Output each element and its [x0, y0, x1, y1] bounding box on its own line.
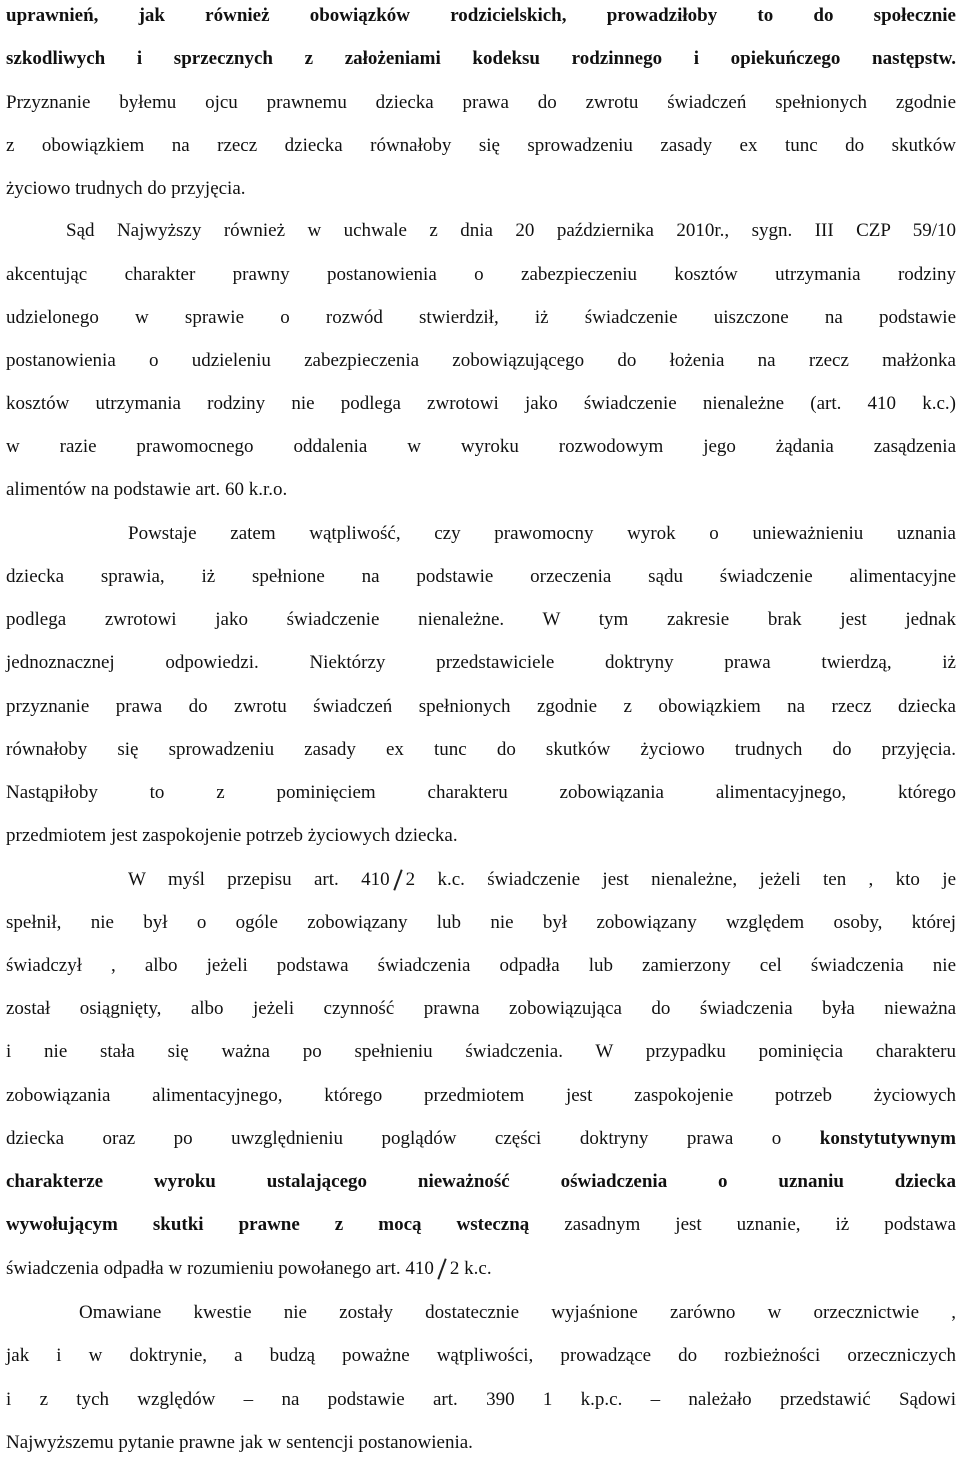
paragraph-4-line: [6, 912, 956, 934]
paragraph-4-line: [6, 1085, 956, 1107]
paragraph-5-line: [6, 1345, 956, 1367]
text-segment: w razie prawomocnego oddalenia w wyroku rozwodowym jego żądania zasądzenia: [6, 436, 956, 457]
paragraph-4-line: [6, 1041, 956, 1063]
text-segment: podlega zwrotowi jako świadczenie nienależne. W tym zakresie brak jest jednak: [6, 609, 956, 630]
paragraph-5-line: [6, 1389, 956, 1411]
section-sign-mark: [393, 869, 403, 889]
paragraph-2-line: [6, 479, 956, 501]
paragraph-1-line: [6, 178, 956, 200]
paragraph-2-line: [6, 393, 956, 415]
paragraph-3-line: [6, 739, 956, 761]
text-segment: kosztów utrzymania rodziny nie podlega zwrotowi jako świadczenie nienależne (art. 410 k.c.): [6, 393, 956, 414]
text-segment: udzielonego w sprawie o rozwód stwierdził, iż świadczenie uiszczone na podstawie: [6, 307, 956, 328]
text-segment: W myśl przepisu art. 410: [128, 869, 390, 890]
paragraph-5-line: [6, 1432, 956, 1454]
paragraph-2-line: [6, 350, 956, 372]
text-segment: świadczenia odpadła w rozumieniu powołanego art. 410: [6, 1258, 434, 1279]
paragraph-5-line: [6, 1302, 956, 1324]
paragraph-2-line: [6, 264, 956, 286]
text-segment: Nastąpiłoby to z pominięciem charakteru zobowiązania alimentacyjnego, którego: [6, 782, 956, 803]
text-segment: jak i w doktrynie, a budzą poważne wątpliwości, prowadzące do rozbieżności orzeczniczych: [6, 1345, 956, 1366]
text-segment: i nie stała się ważna po spełnieniu świadczenia. W przypadku pominięcia charakteru: [6, 1041, 956, 1062]
paragraph-4-line: [6, 955, 956, 977]
text-segment: Powstaje zatem wątpliwość, czy prawomocny wyrok o unieważnieniu uznania: [128, 523, 956, 544]
text-segment: spełnił, nie był o ogóle zobowiązany lub nie był zobowiązany względem osoby, której: [6, 912, 956, 933]
paragraph-3-line: [6, 696, 956, 718]
text-segment: zasadnym jest uznanie, iż podstawa: [529, 1214, 956, 1235]
paragraph-1-line: [6, 135, 956, 157]
paragraph-3-line: [6, 782, 956, 804]
paragraph-4-line: [6, 1171, 956, 1193]
text-segment: 2 k.c.: [449, 1258, 492, 1279]
text-segment: został osiągnięty, albo jeżeli czynność prawna zobowiązująca do świadczenia była nieważna: [6, 998, 956, 1019]
text-segment: równałoby się sprowadzeniu zasady ex tunc do skutków życiowo trudnych do przyjęcia.: [6, 739, 956, 760]
text-segment: zobowiązania alimentacyjnego, którego przedmiotem jest zaspokojenie potrzeb życiowych: [6, 1085, 956, 1106]
text-segment: Przyznanie byłemu ojcu prawnemu dziecka prawa do zwrotu świadczeń spełnionych zgodnie: [6, 92, 956, 113]
paragraph-4-line: [6, 998, 956, 1020]
paragraph-3-line: [6, 566, 956, 588]
paragraph-3-line: [6, 609, 956, 631]
paragraph-1-line: [6, 48, 956, 70]
paragraph-4-line: [6, 1128, 956, 1150]
text-segment: Omawiane kwestie nie zostały dostatecznie wyjaśnione zarówno w orzecznictwie ,: [79, 1302, 956, 1323]
paragraph-2-line: [6, 220, 956, 242]
paragraph-4-line: [6, 1214, 956, 1236]
text-segment: dziecka oraz po uwzględnieniu poglądów części doktryny prawa o: [6, 1128, 820, 1149]
paragraph-2-line: [6, 307, 956, 329]
section-sign-mark: [437, 1258, 447, 1278]
text-segment: akcentując charakter prawny postanowienia o zabezpieczeniu kosztów utrzymania rodziny: [6, 264, 956, 285]
text-segment: życiowo trudnych do przyjęcia.: [6, 178, 246, 199]
text-segment: uprawnień, jak również obowiązków rodzicielskich, prowadziłoby to do społecznie: [6, 5, 956, 26]
text-segment: 2 k.c. świadczenie jest nienależne, jeżeli ten , kto je: [405, 869, 956, 890]
text-segment: Najwyższemu pytanie prawne jak w sentencji postanowienia.: [6, 1432, 473, 1453]
paragraph-3-line: [6, 825, 956, 847]
paragraph-1-line: [6, 5, 956, 27]
text-segment: i z tych względów – na podstawie art. 390 1 k.p.c. – należało przedstawić Sądowi: [6, 1389, 956, 1410]
text-segment: Sąd Najwyższy również w uchwale z dnia 20 października 2010r., sygn. III CZP 59/10: [66, 220, 956, 241]
text-segment: przedmiotem jest zaspokojenie potrzeb życiowych dziecka.: [6, 825, 458, 846]
text-segment: szkodliwych i sprzecznych z założeniami kodeksu rodzinnego i opiekuńczego następstw.: [6, 48, 956, 69]
text-segment: dziecka sprawia, iż spełnione na podstawie orzeczenia sądu świadczenie alimentacyjne: [6, 566, 956, 587]
text-segment: alimentów na podstawie art. 60 k.r.o.: [6, 479, 288, 500]
text-segment: postanowienia o udzieleniu zabezpieczenia zobowiązującego do łożenia na rzecz małżonka: [6, 350, 956, 371]
text-segment: z obowiązkiem na rzecz dziecka równałoby się sprowadzeniu zasady ex tunc do skutków: [6, 135, 956, 156]
paragraph-4-line: [6, 1258, 956, 1280]
text-segment: świadczył , albo jeżeli podstawa świadczenia odpadła lub zamierzony cel świadczenia nie: [6, 955, 956, 976]
paragraph-2-line: [6, 436, 956, 458]
paragraph-4-line: [6, 869, 956, 891]
paragraph-3-line: [6, 652, 956, 674]
text-segment: konstytutywnym: [819, 1128, 956, 1149]
text-segment: wywołującym skutki prawne z mocą wsteczną: [6, 1214, 530, 1235]
text-segment: charakterze wyroku ustalającego nieważność oświadczenia o uznaniu dziecka: [6, 1171, 956, 1192]
paragraph-3-line: [6, 523, 956, 545]
paragraph-1-line: [6, 92, 956, 114]
text-segment: jednoznacznej odpowiedzi. Niektórzy przedstawiciele doktryny prawa twierdzą, iż: [6, 652, 956, 673]
text-segment: przyznanie prawa do zwrotu świadczeń spełnionych zgodnie z obowiązkiem na rzecz dziecka: [6, 696, 956, 717]
